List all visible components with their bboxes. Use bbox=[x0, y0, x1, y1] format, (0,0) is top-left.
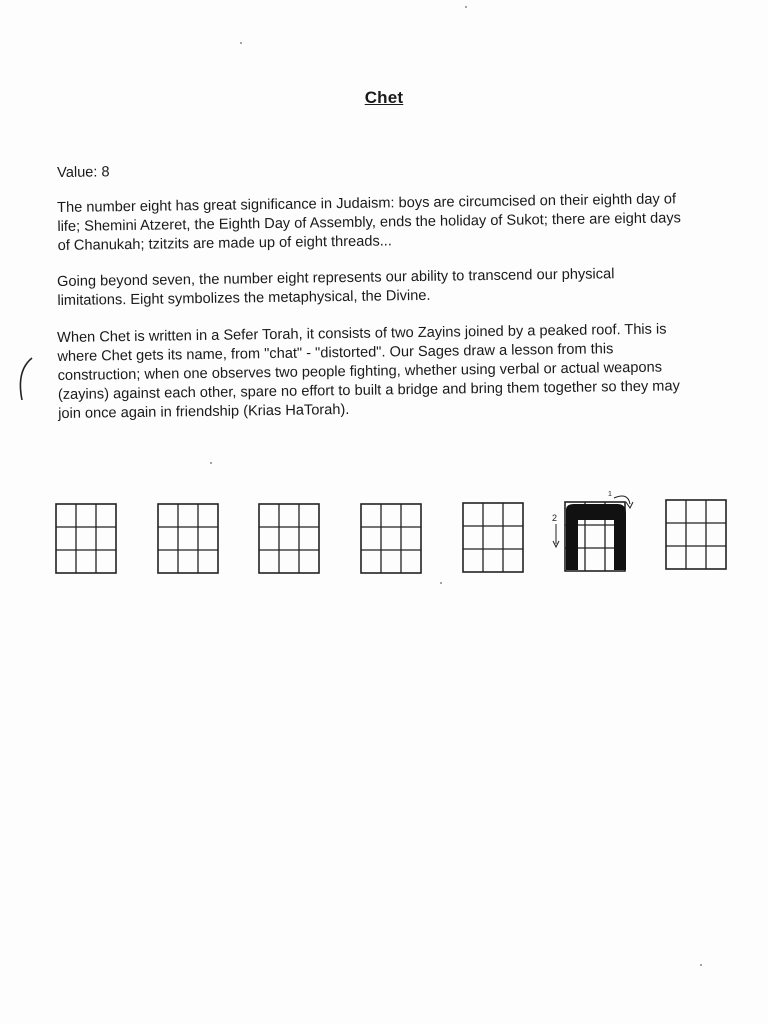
practice-grid bbox=[462, 501, 524, 573]
paragraph-text: The number eight has great significance in Judaism: boys are circumcised on their eighth day of life; Shemini Atzeret, the Eighth Day of Assembly, ends the holiday of Sukot; there are eight days of Chanukah; tzitzits are made up of eight threads... bbox=[57, 191, 682, 254]
svg-text:1: 1 bbox=[608, 491, 612, 498]
paragraph-transcend bbox=[57, 264, 687, 311]
svg-text:2: 2 bbox=[552, 513, 558, 523]
scan-speck bbox=[240, 42, 242, 44]
value-text: Value: 8 bbox=[57, 164, 110, 181]
practice-grid bbox=[360, 502, 422, 574]
scan-speck bbox=[465, 6, 467, 8]
paragraph-text: Going beyond seven, the number eight represents our ability to transcend our physical limitations. Eight symbolizes the metaphysical, the Divine. bbox=[57, 266, 615, 309]
stroke-arrow-down-icon bbox=[550, 512, 564, 550]
stroke-arrow-curve-icon bbox=[608, 490, 636, 512]
paragraph-text: When Chet is written in a Sefer Torah, it consists of two Zayins joined by a peaked roof. This is where Chet gets its name, from "chat" - "distorted". Our Sages draw a lesson from this construction; when one observes two people fighting, whether using verbal or actual weapons (zayins) against each other, spare no effort to built a bridge and bring them together so they may join once again in friendship (Krias HaTorah). bbox=[57, 321, 680, 422]
scan-speck bbox=[700, 964, 702, 966]
value-line bbox=[57, 155, 687, 183]
scan-speck bbox=[440, 582, 442, 584]
practice-grid bbox=[55, 502, 117, 574]
practice-grid bbox=[258, 502, 320, 574]
paragraph-construction bbox=[57, 320, 688, 424]
practice-grid-row bbox=[0, 490, 768, 600]
practice-grid bbox=[157, 502, 219, 574]
chet-letter-icon bbox=[566, 504, 626, 570]
page-title: Chet bbox=[364, 88, 404, 107]
paragraph-significance bbox=[57, 190, 688, 256]
scan-speck bbox=[210, 462, 212, 464]
margin-bracket-mark bbox=[12, 356, 36, 402]
practice-grid bbox=[665, 498, 727, 570]
